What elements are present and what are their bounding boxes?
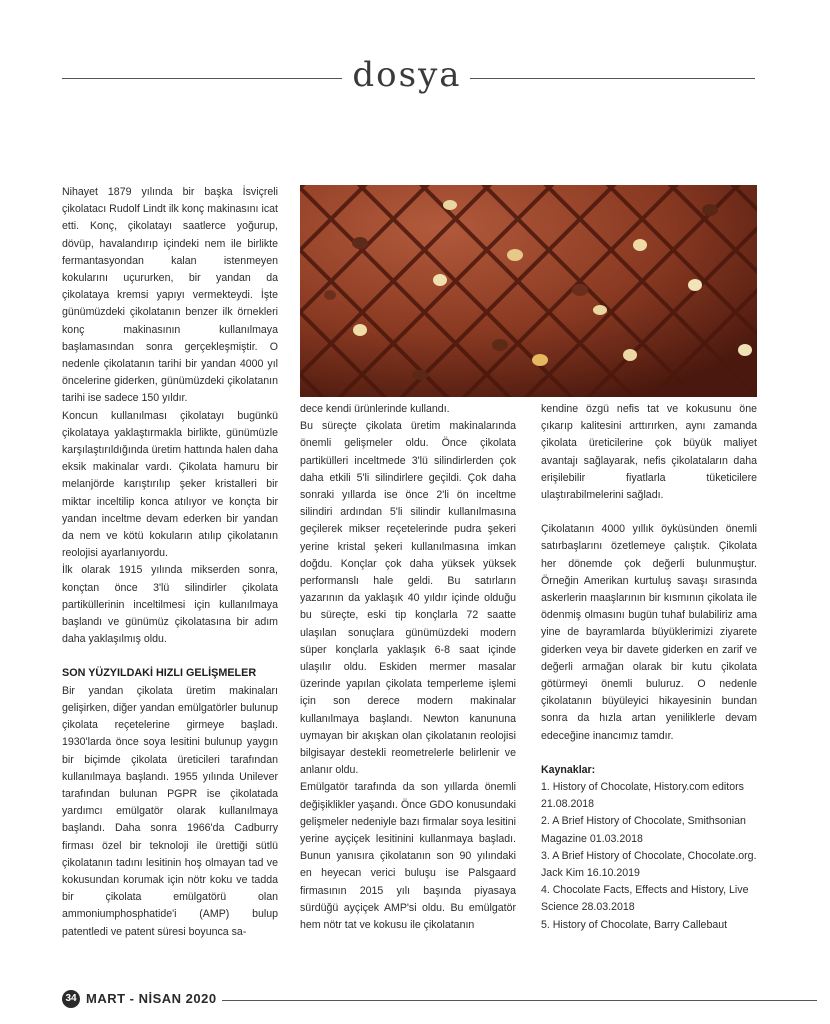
section-title: dosya (352, 55, 462, 95)
page-number-badge: 34 (62, 990, 80, 1008)
source-item: 3. A Brief History of Chocolate, Chocolate.org. Jack Kim 16.10.2019 (541, 849, 757, 880)
chocolate-illustration (300, 185, 757, 397)
chocolate-grooves (300, 185, 757, 397)
footer-rule (222, 1000, 817, 1001)
spacer (541, 745, 757, 762)
spacer (541, 504, 757, 521)
paragraph: Bu süreçte çikolata üretim makinalarında önemli gelişmeler oldu. Önce çikolata partikülleri inceltmede 3'lü silindirlerden çok daha etkili 5'li silindirlere geçildi. Çok daha sonraki yıllarda ise önce 2'li ön inceltme silindiri ardından 5'li silindir kullanılmasına geçilerek mikser reçetelerinde pudra şekeri yerine kristal şekeri kullanılmasına imkan doğdu. Konçlar çok daha yüksek yüksek performanslı hale geldi. Bu satırların yazarının da yaklaşık 40 yıldır içinde olduğu bu süreçte, eski tip konçlarla 72 saatte ulaşılan sonuçlara günümüzdeki modern süper konçlarla yaklaşık 6-8 saat içinde ulaşılır oldu. Eskiden mermer masalar üzerinde yapılan çikolata temperleme işlemi için son derece modern makinalar kullanılmaya başlandı. Newton kanununa uymayan bir akışkan olan çikolatanın reolojisi bilgisayar destekli reometrelerle belirlenir ve anlanır oldu. (300, 420, 516, 777)
paragraph: Emülgatör tarafında da son yıllarda önemli değişiklikler yaşandı. Önce GDO konusundaki gelişmeler nedeniyle bazı firmalar soya lesitini yerine ayçiçek lesitinini kullanmaya başladı. Bunun yanısıra çikolatanın son 90 yılındaki en heyecan verici buluşu ise Palsgaard firmasının 2015 yılı başında piyasaya sürdüğü ayçiçek AMP'si oldu. Bu emülgatör hem nötr tat ve kokusu ile çikolatanın (300, 781, 516, 932)
paragraph: İlk olarak 1915 yılında mikserden sonra, konçtan önce 3'lü silindirler çikolata partiküllerinin inceltilmesi için kullanılmaya başlandı ve günümüz çikolatasına bir adım daha yaklaşılmış oldu. (62, 564, 278, 646)
paragraph: dece kendi ürünlerinde kullandı. (300, 403, 450, 415)
issue-date: MART - NİSAN 2020 (86, 991, 217, 1006)
section-subheading: SON YÜZYILDAKİ HIZLI GELİŞMELER (62, 667, 257, 680)
paragraph: Nihayet 1879 yılında bir başka İsviçreli çikolatacı Rudolf Lindt ilk konç makinasını icat etti. Konç, çikolatayı saatlerce yoğurup, dövüp, havalandırıp içindeki nem ile birlikte fermantasyondan kalan istenmeyen kokularını uçururken, bir yandan da çikolataya kremsi yapıyı vermekteydi. İşte günümüzdeki çikolatanın benzer ilk örnekleri konç makinasının kullanılmaya başlamasından sonra gerçekleşmiştir. O nedenle çikolatanın tarihi bir yandan 4000 yıl öncelerine giderken, günümüzdeki çikolatanın tarihi ise sadece 150 yıldır. (62, 186, 278, 405)
sources-heading: Kaynaklar: (541, 763, 596, 776)
paragraph: Çikolatanın 4000 yıllık öyküsünden önemli satırbaşlarını özetlemeye çalıştık. Çikolata her dönemde çok değerli bulunmuştur. Örneğin Amerikan kurtuluş savaşı sırasında askerlerin maaşlarının bir kısmının çikolata ile ödenmiş olmasını bugün tuhaf bulabiliriz ama yine de bayramlarda büyüklerimizi ziyarete giderken veya bir davete giderken en zarif ve değerli armağan olarak bir kutu çikolata götürmeyi önemli buluruz. O nedenle çikolatanın büyüleyici hikayesinin bundan sonra da hızla artan yeniliklerle devam edeceğine inancımız tamdır. (541, 523, 757, 742)
article-column-1 (62, 184, 278, 941)
spacer (62, 648, 278, 665)
header-rule-left (62, 78, 342, 79)
paragraph: Koncun kullanılması çikolatayı bugünkü çikolataya yaklaştırmakla birlikte, günümüzle karşılaştırıldığında üretim hattında halen daha eksik makinalar vardı. Çikolata hamuru bir melanjörde karıştırılıp şeker kristalleri bir miktar inceltilip konca atılıyor ve konçta bir yandan inceltme devam ederken bir yandan da nem ve kötü kokuların atılıp çikolatanın reolojisi ayarlanıyordu. (62, 409, 278, 560)
source-item: 1. History of Chocolate, History.com editors 21.08.2018 (541, 781, 744, 811)
source-item: 2. A Brief History of Chocolate, Smithsonian Magazine 01.03.2018 (541, 815, 746, 845)
sources-list (541, 779, 757, 934)
source-item: 4. Chocolate Facts, Effects and History, Live Science 28.03.2018 (541, 884, 749, 914)
page-footer (62, 990, 762, 1010)
header-rule-right (470, 78, 755, 79)
article-column-3 (541, 401, 757, 934)
paragraph: Bir yandan çikolata üretim makinaları gelişirken, diğer yandan emülgatörler bulunup çikolata reçetelerine girmeye başladı. 1930'larda önce soya lesitini bulunup yaygın bir biçimde çikolata üreticileri tarafından kullanılmaya başlandı. 1955 yılında Unilever tarafından bulunan PGPR ise çikolatada yardımcı emülgatör olarak kullanılmaya başlandı. Daha sonra 1966'da Cadburry firması özel bir teknoloji ile ürettiği sütlü çikolatanın tadını lesitinin hoş olmayan tad ve kokusundan korumak için nötr koku ve tadda bir çikolata emülgatörü olan ammoniumphosphatide'i (AMP) bulup patentledi ve patent süresi boyunca sa- (62, 684, 278, 938)
source-item: 5. History of Chocolate, Barry Callebaut (541, 918, 728, 931)
paragraph: kendine özgü nefis tat ve kokusunu öne çıkarıp kalitesini arttırırken, aynı zamanda çikolata üreticilerine çok büyük maliyet avantajı sağlayarak, nefis çikolataların daha erişilebilir fiyatlarla tüketicilere ulaştırabilmelerini sağladı. (541, 403, 757, 502)
chocolate-photo (300, 185, 757, 397)
article-column-2 (300, 401, 516, 934)
